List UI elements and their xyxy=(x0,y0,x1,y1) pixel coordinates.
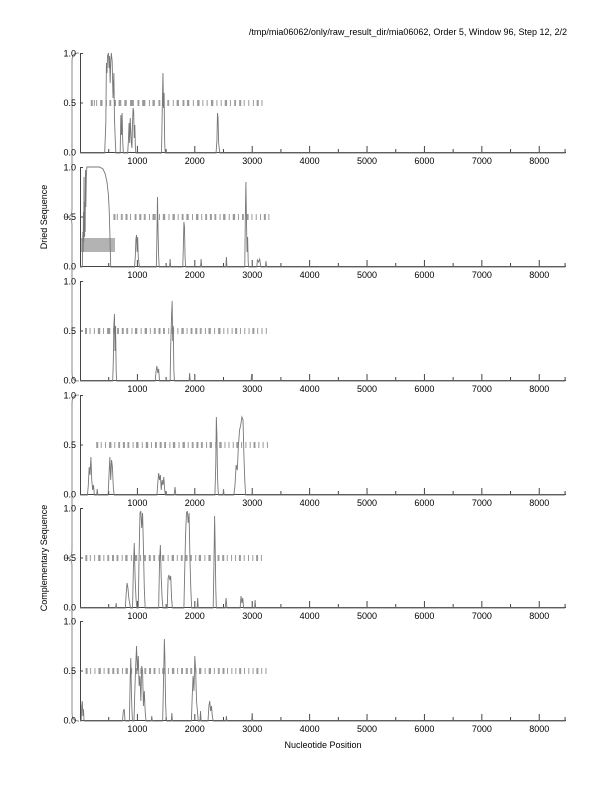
x-tick-label: 7000 xyxy=(471,724,492,734)
plot-title: /tmp/mia06062/only/raw_result_dir/mia06062, Order 5, Window 96, Step 12, 2/2 xyxy=(248,27,567,37)
x-tick-label: 6000 xyxy=(414,498,435,508)
y-tick-label: 0.5 xyxy=(63,440,76,450)
y-tick-label: 1.0 xyxy=(63,616,76,627)
probability-trace xyxy=(80,639,565,721)
x-tick-label: 6000 xyxy=(414,270,435,280)
panel-frame-2 xyxy=(63,162,566,280)
x-tick-label: 5000 xyxy=(357,724,378,734)
x-tick-label: 3000 xyxy=(242,724,263,734)
panel-frame-3 xyxy=(63,276,566,394)
x-tick-label: 3000 xyxy=(242,611,263,621)
x-tick-label: 1000 xyxy=(127,498,148,508)
group-label-complementary-sequence: Complementary Sequence xyxy=(39,504,49,612)
y-tick-label: 0.0 xyxy=(63,147,76,158)
y-tick-label: 1.0 xyxy=(63,48,76,59)
x-tick-label: 7000 xyxy=(471,384,492,394)
y-tick-label: 0.5 xyxy=(63,666,76,676)
panel-frame-1 xyxy=(63,48,566,166)
x-tick-label: 1000 xyxy=(127,724,148,734)
y-tick-label: 0.0 xyxy=(63,715,76,726)
y-tick-label: 1.0 xyxy=(63,390,76,401)
x-tick-label: 7000 xyxy=(471,270,492,280)
y-tick-label: 0.0 xyxy=(63,375,76,386)
x-tick-label: 2000 xyxy=(184,156,205,166)
x-tick-label: 7000 xyxy=(471,498,492,508)
x-tick-label: 7000 xyxy=(471,156,492,166)
y-tick-label: 0.0 xyxy=(63,602,76,613)
x-tick-label: 6000 xyxy=(414,156,435,166)
x-tick-label: 4000 xyxy=(299,384,320,394)
x-tick-label: 2000 xyxy=(184,498,205,508)
y-tick-label: 1.0 xyxy=(63,162,76,173)
panel-frame-4 xyxy=(63,390,566,508)
x-tick-label: 8000 xyxy=(529,156,550,166)
x-tick-label: 5000 xyxy=(357,384,378,394)
y-tick-label: 0.5 xyxy=(63,212,76,222)
probability-trace xyxy=(80,511,565,608)
panel-frame-6 xyxy=(63,616,566,734)
y-tick-label: 1.0 xyxy=(63,503,76,514)
panel-frame-5 xyxy=(63,503,566,621)
x-tick-label: 4000 xyxy=(299,498,320,508)
x-axis-title: Nucleotide Position xyxy=(284,740,362,750)
x-tick-label: 4000 xyxy=(299,724,320,734)
x-tick-label: 1000 xyxy=(127,270,148,280)
x-tick-label: 2000 xyxy=(184,384,205,394)
x-tick-label: 3000 xyxy=(242,384,263,394)
x-tick-label: 4000 xyxy=(299,156,320,166)
x-tick-label: 1000 xyxy=(127,384,148,394)
x-tick-label: 8000 xyxy=(529,384,550,394)
x-tick-label: 2000 xyxy=(184,724,205,734)
probability-trace xyxy=(80,301,565,381)
x-tick-label: 6000 xyxy=(414,724,435,734)
x-tick-label: 3000 xyxy=(242,270,263,280)
x-tick-label: 2000 xyxy=(184,611,205,621)
group-label-dried-sequence: Dried Sequence xyxy=(39,184,49,250)
x-tick-label: 3000 xyxy=(242,156,263,166)
x-tick-label: 5000 xyxy=(357,498,378,508)
x-tick-label: 6000 xyxy=(414,384,435,394)
x-tick-label: 5000 xyxy=(357,156,378,166)
x-tick-label: 1000 xyxy=(127,156,148,166)
y-tick-label: 0.0 xyxy=(63,489,76,500)
x-tick-label: 3000 xyxy=(242,498,263,508)
x-tick-label: 2000 xyxy=(184,270,205,280)
x-tick-label: 6000 xyxy=(414,611,435,621)
x-tick-label: 1000 xyxy=(127,611,148,621)
y-tick-label: 0.0 xyxy=(63,261,76,272)
y-tick-label: 1.0 xyxy=(63,276,76,287)
x-tick-label: 4000 xyxy=(299,270,320,280)
y-tick-label: 0.5 xyxy=(63,553,76,563)
x-tick-label: 5000 xyxy=(357,611,378,621)
probability-trace xyxy=(80,417,565,495)
x-tick-label: 8000 xyxy=(529,611,550,621)
y-tick-label: 0.5 xyxy=(63,326,76,336)
x-tick-label: 5000 xyxy=(357,270,378,280)
x-tick-label: 8000 xyxy=(529,724,550,734)
x-tick-label: 8000 xyxy=(529,270,550,280)
y-tick-label: 0.5 xyxy=(63,98,76,108)
x-tick-label: 8000 xyxy=(529,498,550,508)
x-tick-label: 4000 xyxy=(299,611,320,621)
x-tick-label: 7000 xyxy=(471,611,492,621)
